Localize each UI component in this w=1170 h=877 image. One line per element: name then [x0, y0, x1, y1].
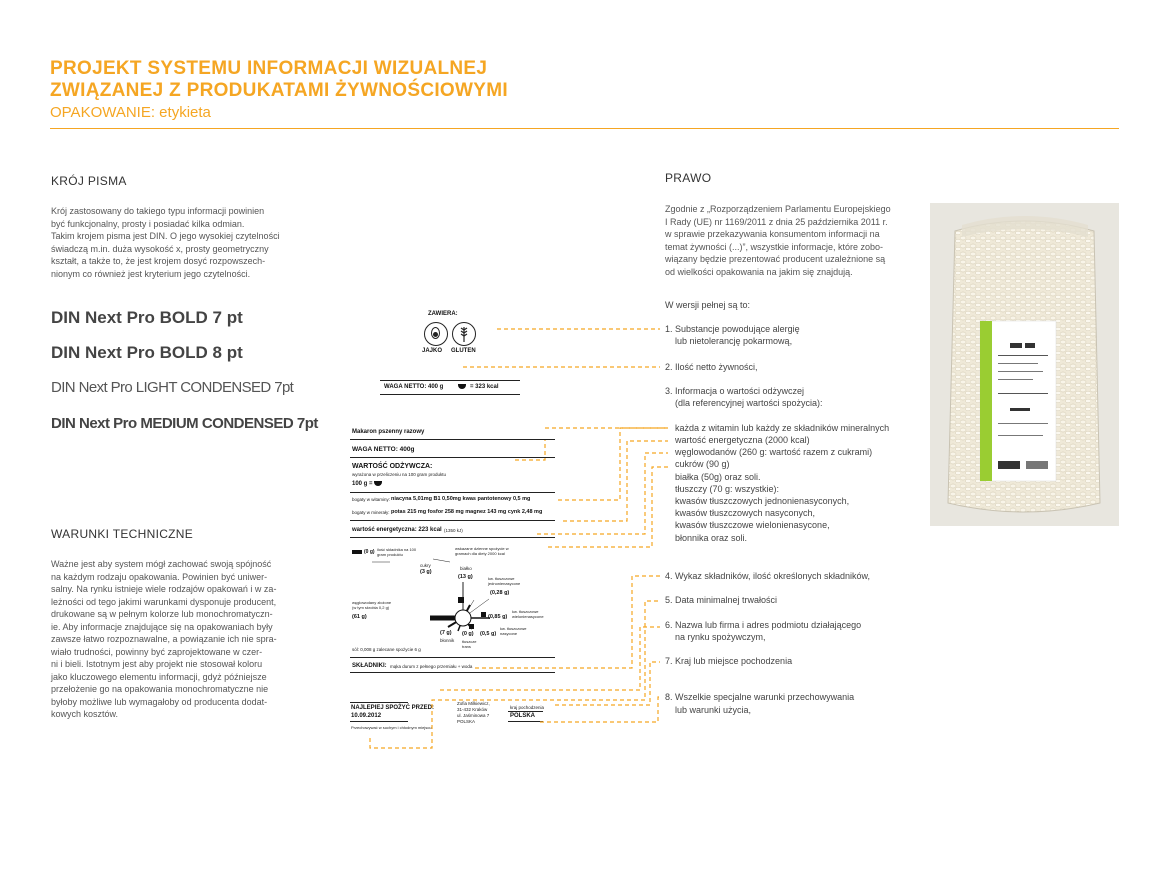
energy: wartość energetyczna: 223 kcal	[352, 527, 442, 533]
font-sample-bold-8: DIN Next Pro BOLD 8 pt	[51, 343, 243, 362]
minerals-prefix: bogaty w minerały:	[352, 510, 390, 515]
pasta-bag-image	[930, 203, 1119, 526]
carbs-value: (61 g)	[352, 614, 367, 620]
bowl-icon	[374, 481, 382, 486]
address-line: POLSKA	[457, 719, 476, 724]
law-item: każda z witamin lub każdy ze składników mineralnych	[675, 423, 890, 433]
divider	[508, 721, 543, 722]
font-sample-bold-7: DIN Next Pro BOLD 7 pt	[51, 308, 243, 327]
fiber-label: błonnik	[440, 638, 455, 643]
poly-value: (0,85 g)	[488, 614, 508, 620]
divider	[350, 457, 555, 458]
legend-a: ilość składnika na 100 gram produktu	[377, 547, 417, 557]
allergen-egg: JAJKO	[422, 348, 443, 354]
ingredients-title: SKŁADNIKI:	[352, 663, 387, 669]
fat-label: tłuszcze trans	[462, 639, 477, 649]
law-item: 5. Data minimalnej trwałości	[665, 595, 778, 605]
law-item: kwasów tłuszczowych nasyconych,	[675, 508, 816, 518]
egg-icon	[424, 322, 448, 346]
divider	[350, 520, 555, 521]
salt: sól: 0,008 g zalecane spożycie 6 g	[352, 647, 421, 652]
divider	[350, 537, 555, 538]
net-weight: WAGA NETTO: 400g	[352, 446, 415, 453]
address-line: ul. Jaśminowa 7	[457, 713, 490, 718]
text-line: wiało trudności, powinny być zaprojektowane w czer-	[51, 646, 263, 657]
law-item: 8. Wszelkie specjalne warunki przechowywania	[665, 692, 855, 702]
page-subtitle: OPAKOWANIE: etykieta	[50, 104, 211, 121]
contains-label: ZAWIERA:	[428, 311, 458, 317]
best-before-title: NAJLEPIEJ SPOŻYĆ PRZED:	[351, 705, 435, 711]
law-item: cukrów (90 g)	[675, 459, 730, 469]
text-line: Takim krojem pisma jest DIN. O jego wysokiej czytelności	[51, 231, 280, 241]
sugar-value: (3 g)	[420, 569, 432, 575]
law-item: lub nietolerancję pokarmową,	[675, 336, 793, 346]
fiber-value: (7 g)	[440, 630, 452, 636]
header-divider	[50, 128, 1119, 129]
nutrition-sub: wyrażona w przeliczeniu na 100 gram produktu	[352, 472, 447, 477]
gluten-wheat-icon	[452, 322, 476, 346]
poly-label: kw. tłuszczowe wielonienasycone	[512, 609, 544, 619]
protein-label: białko	[460, 566, 472, 571]
carbs-label: węglowodany złożone (w tym skrobia 0,2 g)	[352, 600, 392, 610]
mono-label: kw. tłuszczowe jednonienasycone	[488, 576, 521, 586]
font-sample-medium-condensed: DIN Next Pro MEDIUM CONDENSED 7pt	[51, 415, 318, 432]
divider	[350, 672, 555, 673]
text-line: kształt, a także to, że jest krojem dosyć rozpowszech-	[51, 256, 266, 266]
producer-address	[457, 701, 490, 725]
text-line: wiązany będzie prezentować producent uzależnione są	[665, 254, 886, 264]
fat-value: (0 g)	[462, 631, 474, 637]
text-line: I Rady (UE) nr 1169/2011 z dnia 25 października 2011 r.	[665, 216, 888, 227]
divider	[508, 711, 543, 712]
law-section-text	[665, 203, 915, 278]
address-line: Zofia Milkiewicz,	[457, 701, 490, 706]
origin-value: POLSKA	[510, 713, 536, 719]
law-item: węglowodanów (260 g: wartość razem z cukrami)	[675, 447, 873, 457]
portion: 100 g =	[352, 481, 373, 487]
text-line: świadczą m.in. duża wysokość x, prosty geometryczny	[51, 243, 269, 254]
protein-value: (13 g)	[458, 574, 473, 580]
divider	[350, 492, 555, 493]
legend-zero: (0 g)	[364, 549, 375, 555]
text-line: na każdym rodzaju opakowania. Powinien być uniwer-	[51, 571, 268, 582]
best-before-date: 10.09.2012	[351, 713, 382, 719]
text-line: jako kluczowego elementu informacji, gdyż późniejsze	[51, 671, 267, 682]
vitamins: niacyna 5,01mg B1 0,50mg kwas pantotenowy 0,5 mg	[391, 496, 531, 502]
law-item: lub warunki użycia,	[675, 705, 752, 715]
text-line: nionym co również jest kryterium jego czytelności.	[51, 268, 251, 279]
law-item: 3. Informacja o wartości odżywczej	[665, 386, 805, 396]
text-line: leżności od tego jakimi warunkami dysponuje producent,	[51, 596, 277, 607]
bowl-icon	[458, 384, 466, 389]
law-item: 4. Wykaz składników, ilość określonych składników,	[665, 571, 871, 581]
law-intro: W wersji pełnej są to:	[665, 300, 751, 310]
text-line: Krój zastosowany do takiego typu informacji powinien	[51, 206, 265, 216]
legend-b: wskazane dzienne spożycie w gramach dla diety 2000 kcal	[455, 546, 509, 556]
law-item: tłuszczy (70 g: wszystkie):	[675, 484, 780, 494]
product-photo	[930, 203, 1119, 526]
text-line: ni i bieli. Istotnym jest aby projekt nie stosował koloru	[51, 659, 263, 669]
mono-value: (0,28 g)	[490, 590, 510, 596]
text-line: salny. Na rynku istnieje wiele rodzajów opakowań i w za-	[51, 584, 277, 594]
ingredients: mąka durum z pełnego przemiału + woda	[390, 664, 473, 669]
law-item: 6. Nazwa lub firma i adres podmiotu działającego	[665, 620, 862, 630]
origin-label: kraj pochodzenia	[510, 705, 545, 710]
divider	[350, 721, 408, 722]
tech-section-heading: WARUNKI TECHNICZNE	[51, 527, 194, 541]
product-name: Makaron pszenny razowy	[352, 429, 425, 435]
law-item: błonnika oraz soli.	[675, 533, 748, 543]
divider	[350, 702, 408, 703]
minerals: potas 215 mg fosfor 258 mg magnez 143 mg cynk 2,48 mg	[391, 509, 543, 515]
font-section-text	[51, 205, 301, 280]
divider	[350, 439, 555, 440]
law-item: kwasów tłuszczowych jednonienasyconych,	[675, 496, 850, 506]
label-mockup	[340, 300, 620, 740]
law-item: 1. Substancje powodujące alergię	[665, 324, 800, 334]
font-section-heading: KRÓJ PISMA	[51, 174, 127, 188]
text-line: od wielkości opakowania na jakim się znajdują.	[665, 266, 853, 277]
text-line: ie. Aby informacje znajdujące się na opakowaniach były	[51, 621, 273, 632]
vitamins-prefix: bogaty w witaminy:	[352, 497, 391, 502]
text-line: byłoby możliwe lub wymagałoby od producenta dodat-	[51, 696, 268, 707]
text-line: temat żywności (...)”, wszystkie informacje, które zobo-	[665, 241, 884, 252]
law-item: białka (50g) oraz soli.	[675, 472, 761, 482]
divider	[350, 657, 555, 658]
law-item: 2. Ilość netto żywności,	[665, 362, 758, 372]
sugar-label: cukry	[420, 563, 431, 568]
sat-value: (0,5 g)	[480, 631, 497, 637]
law-section-heading: PRAWO	[665, 171, 712, 185]
page-title-line2: ZWIĄZANEJ Z PRODUKATAMI ŻYWNOŚCIOWYMI	[50, 80, 508, 101]
law-item: (dla referencyjnej wartości spożycia):	[675, 398, 823, 408]
text-line: w sprawie przekazywania konsumentom informacji na	[665, 229, 880, 239]
text-line: drukowane są w pełnym kolorze lub monochromatyczn-	[51, 609, 273, 619]
sat-label: kw. tłuszczowe nasycone	[500, 626, 527, 636]
text-line: zawsze łatwo rozpoznawalne, a powiązanie ich nie spra-	[51, 634, 277, 644]
law-item: na rynku spożywczym,	[675, 632, 766, 642]
nutrition-title: WARTOŚĆ ODŻYWCZA:	[352, 463, 433, 470]
law-item: wartość energetyczna (2000 kcal)	[675, 435, 810, 445]
divider	[380, 380, 520, 381]
divider	[380, 394, 520, 395]
law-item: kwasów tłuszczowe wielonienasycone,	[675, 520, 830, 530]
font-sample-light-condensed: DIN Next Pro LIGHT CONDENSED 7pt	[51, 379, 294, 396]
text-line: być funkcjonalny, prosty i posiadać kilka odmian.	[51, 218, 245, 229]
page-title-line1: PROJEKT SYSTEMU INFORMACJI WIZUALNEJ	[50, 58, 488, 79]
text-line: przełożenie go na opakowania monochromatyczne nie	[51, 684, 269, 694]
text-line: Zgodnie z „Rozporządzeniem Parlamentu Europejskiego	[665, 204, 891, 214]
text-line: kowych kosztów.	[51, 709, 119, 719]
tech-section-text	[51, 558, 301, 721]
address-line: 31-432 Kraków	[457, 707, 488, 712]
legend-bar	[352, 550, 362, 554]
energy-kj: (1350 kJ)	[444, 528, 463, 533]
net-weight-small: WAGA NETTO: 400 g	[384, 384, 444, 390]
storage-text: Przechowywać w suchym i chłodnym miejscu	[351, 725, 432, 730]
kcal-small: = 323 kcal	[470, 384, 499, 390]
text-line: Ważne jest aby system mógł zachować swoją spójność	[51, 559, 272, 569]
allergen-gluten: GLUTEN	[451, 348, 476, 354]
law-item: 7. Kraj lub miejsce pochodzenia	[665, 656, 793, 666]
